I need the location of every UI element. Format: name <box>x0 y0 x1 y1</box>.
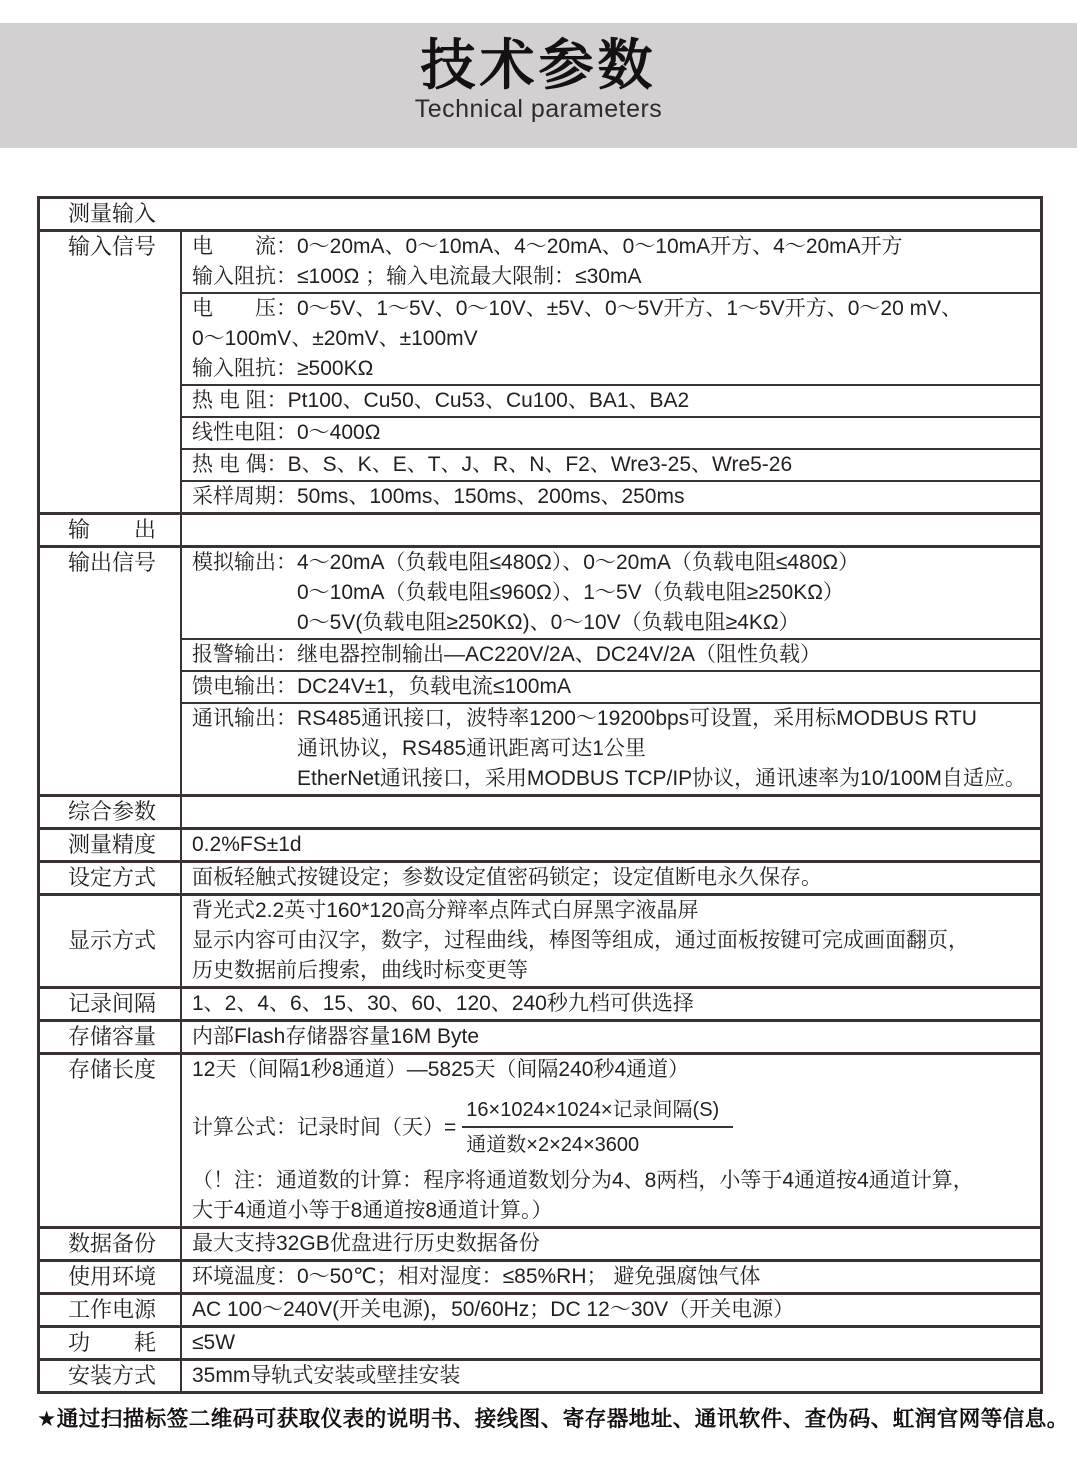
row-label-text: 安装方式 <box>68 1363 157 1388</box>
content-line: 报警输出：继电器控制输出—AC220V/2A、DC24V/2A（阻性负载） <box>192 643 821 666</box>
row-label <box>40 1022 182 1052</box>
subrow <box>182 448 1040 480</box>
footnote-text: 通过扫描标签二维码可获取仪表的说明书、接线图、寄存器地址、通讯软件、查伪码、虹润官网等信息。 <box>56 1407 1069 1431</box>
content-line: 背光式2.2英寸160*120高分辩率点阵式白屏黑字液晶屏 <box>192 899 699 922</box>
table-row <box>40 1019 1040 1052</box>
numerator: 16×1024×1024×记录间隔(S) <box>462 1097 733 1128</box>
row-label-text: 存储长度 <box>68 1057 157 1082</box>
table-row <box>40 1259 1040 1292</box>
row-label <box>40 1262 182 1292</box>
subrow <box>182 638 1040 670</box>
table-row <box>40 545 1040 794</box>
table-row <box>40 1226 1040 1259</box>
table-row <box>40 229 1040 512</box>
content-line: 0～5V(负载电阻≥250KΩ)、0～10V（负载电阻≥4KΩ） <box>192 611 800 634</box>
table-row <box>40 893 1040 986</box>
row-content <box>182 1361 1040 1391</box>
row-content <box>182 1055 1040 1226</box>
content-line: 模拟输出：4～20mA（负载电阻≤480Ω）、0～20mA（负载电阻≤480Ω） <box>192 551 860 574</box>
content-line: 热 电 偶：B、S、K、E、T、J、R、N、F2、Wre3-25、Wre5-26 <box>192 453 793 476</box>
subrow <box>182 480 1040 512</box>
row-label-text: 存储容量 <box>68 1024 157 1049</box>
row-label <box>40 232 182 512</box>
footnote <box>37 1404 1069 1434</box>
row-content <box>182 515 1040 545</box>
row-content <box>182 1262 1040 1292</box>
row-label-text: 输出信号 <box>68 550 157 575</box>
row-label <box>40 548 182 794</box>
fraction <box>462 1097 733 1158</box>
content-line: 通讯协议，RS485通讯距离可达1公里 <box>192 737 646 760</box>
table-row <box>40 986 1040 1019</box>
row-label-text: 工作电源 <box>68 1297 157 1322</box>
row-label-text: 记录间隔 <box>68 991 157 1016</box>
row-content <box>182 989 1040 1019</box>
content-line: 面板轻触式按键设定；参数设定值密码锁定；设定值断电永久保存。 <box>192 866 822 889</box>
content-line: 0～100mV、±20mV、±100mV <box>192 327 478 350</box>
content-line: EtherNet通讯接口，采用MODBUS TCP/IP协议，通讯速率为10/100M自适应。 <box>192 767 1026 790</box>
row-label <box>40 1361 182 1391</box>
row-label <box>40 830 182 860</box>
row-label-text: 测量输入 <box>68 201 157 226</box>
content-line: 显示内容可由汉字，数字，过程曲线，棒图等组成，通过面板按键可完成画面翻页， <box>192 929 969 952</box>
row-label-text: 功 耗 <box>68 1330 157 1355</box>
table-row <box>40 827 1040 860</box>
row-content <box>182 797 1040 827</box>
content-line: 通讯输出：RS485通讯接口，波特率1200～19200bps可设置，采用标MODBUS RTU <box>192 707 977 730</box>
content-line: 历史数据前后搜索，曲线时标变更等 <box>192 959 528 982</box>
storage-note <box>192 1166 1040 1226</box>
row-label-text: 综合参数 <box>68 799 157 824</box>
content-line: ≤5W <box>192 1331 236 1354</box>
table-row <box>40 512 1040 545</box>
content-line: 35mm导轨式安装或壁挂安装 <box>192 1364 461 1387</box>
row-content <box>182 548 1040 794</box>
table-row <box>40 860 1040 893</box>
subrow <box>182 384 1040 416</box>
subrow <box>182 702 1040 794</box>
content-line: AC 100～240V(开关电源)，50/60Hz；DC 12～30V（开关电源） <box>192 1298 795 1321</box>
subrow <box>182 292 1040 384</box>
content-line: 采样周期：50ms、100ms、150ms、200ms、250ms <box>192 485 685 508</box>
table-row <box>40 1358 1040 1391</box>
row-content <box>182 1328 1040 1358</box>
content-line: 电 压：0～5V、1～5V、0～10V、±5V、0～5V开方、1～5V开方、0～20 mV、 <box>192 297 963 320</box>
content-line: （！注：通道数的计算：程序将通道数划分为4、8两档，小等于4通道按4通道计算， <box>192 1169 974 1192</box>
row-content <box>182 1295 1040 1325</box>
row-label <box>40 199 1040 229</box>
row-content <box>182 1022 1040 1052</box>
table-row <box>40 794 1040 827</box>
row-label-text: 设定方式 <box>68 865 157 890</box>
denominator: 通道数×2×24×3600 <box>466 1134 640 1156</box>
row-label <box>40 797 182 827</box>
row-content <box>182 863 1040 893</box>
content-line: 12天（间隔1秒8通道）—5825天（间隔240秒4通道） <box>192 1058 690 1081</box>
page-subtitle: Technical parameters <box>414 95 663 123</box>
page-title: 技术参数 <box>420 34 657 96</box>
row-label <box>40 863 182 893</box>
content-line: 输入阻抗：≤100Ω ；输入电流最大限制：≤30mA <box>192 265 642 288</box>
row-label-text: 数据备份 <box>68 1231 157 1256</box>
content-line: 环境温度：0～50℃；相对湿度：≤85%RH； 避免强腐蚀气体 <box>192 1265 761 1288</box>
spec-table <box>37 196 1043 1394</box>
row-label <box>40 515 182 545</box>
content-line: 热 电 阻：Pt100、Cu50、Cu53、Cu100、BA1、BA2 <box>192 389 690 412</box>
formula <box>192 1097 1040 1158</box>
table-row <box>40 1292 1040 1325</box>
row-content <box>182 232 1040 512</box>
content-line: 1、2、4、6、15、30、60、120、240秒九档可供选择 <box>192 992 694 1015</box>
content-line: 内部Flash存储器容量16M Byte <box>192 1025 480 1048</box>
row-label-text: 输 出 <box>68 517 157 542</box>
subrow <box>182 416 1040 448</box>
star-icon: ★ <box>37 1407 57 1431</box>
row-label <box>40 1229 182 1259</box>
row-label <box>40 1328 182 1358</box>
row-content <box>182 1229 1040 1259</box>
formula-prefix: 计算公式：记录时间（天）= <box>192 1115 457 1139</box>
content-line: 电 流：0～20mA、0～10mA、4～20mA、0～10mA开方、4～20mA开方 <box>192 235 903 258</box>
subrow <box>182 670 1040 702</box>
row-label <box>40 989 182 1019</box>
content-line: 0～10mA（负载电阻≤960Ω）、1～5V（负载电阻≥250KΩ） <box>192 581 844 604</box>
content-line: 馈电输出：DC24V±1，负载电流≤100mA <box>192 675 571 698</box>
row-label <box>40 1055 182 1226</box>
row-content <box>182 896 1040 986</box>
content-line: 0.2%FS±1d <box>192 833 302 856</box>
subrow <box>182 548 1040 638</box>
subrow <box>182 232 1040 292</box>
row-label-text: 输入信号 <box>68 234 157 259</box>
content-line: 大于4通道小等于8通道按8通道计算。） <box>192 1199 553 1222</box>
page-header <box>0 23 1077 148</box>
row-label <box>40 896 182 986</box>
row-label <box>40 1295 182 1325</box>
row-content <box>182 830 1040 860</box>
content-line: 输入阻抗：≥500KΩ <box>192 357 374 380</box>
row-label-text: 测量精度 <box>68 832 157 857</box>
content-line: 最大支持32GB优盘进行历史数据备份 <box>192 1232 540 1255</box>
table-row <box>40 199 1040 229</box>
row-label-text: 使用环境 <box>68 1264 157 1289</box>
table-row <box>40 1325 1040 1358</box>
table-row <box>40 1052 1040 1226</box>
row-label-text: 显示方式 <box>68 928 157 953</box>
content-line: 线性电阻：0～400Ω <box>192 421 381 444</box>
